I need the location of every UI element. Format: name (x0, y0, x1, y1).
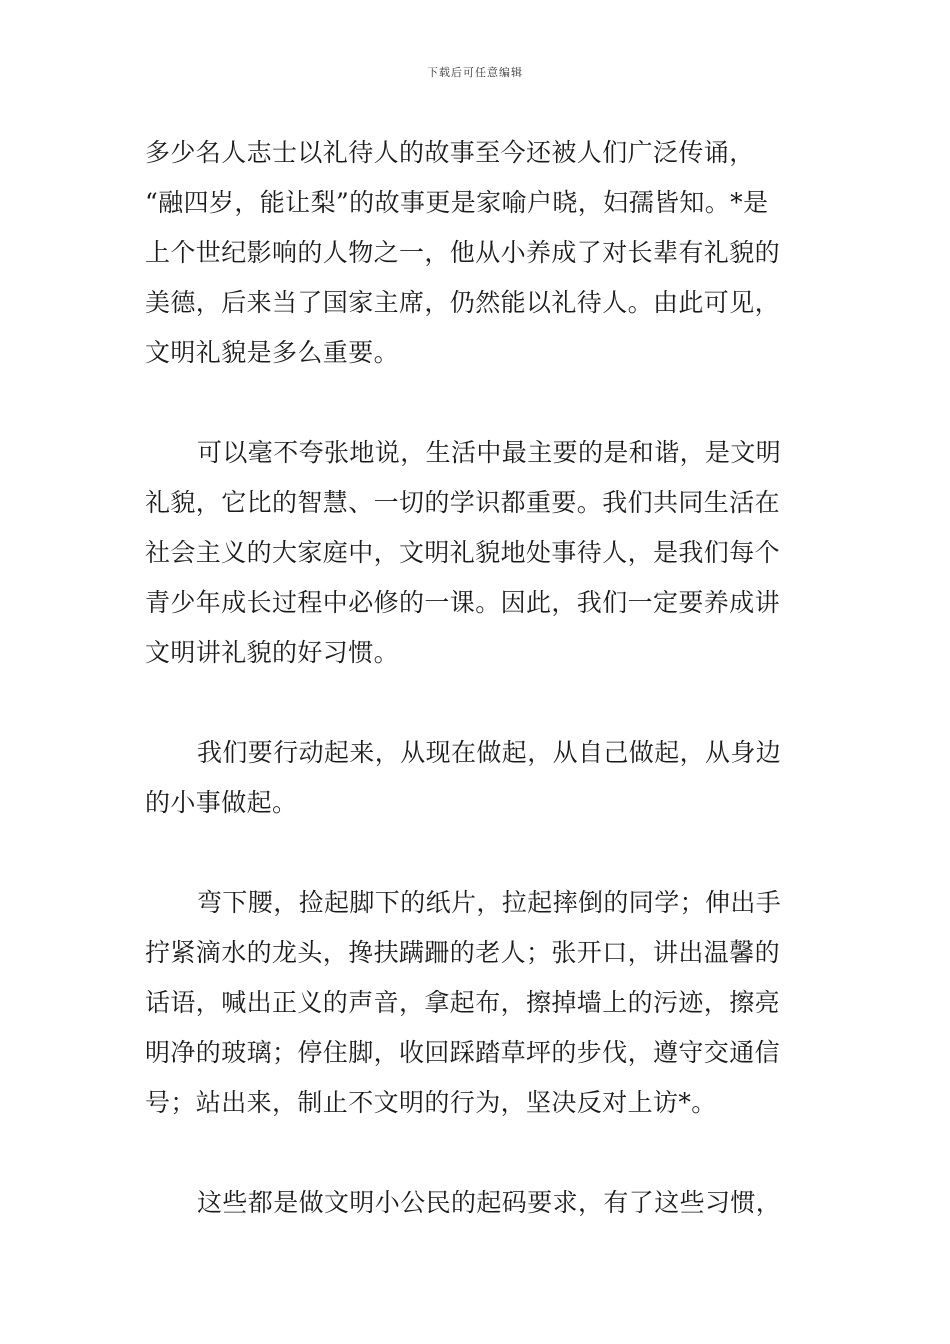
text-line: 美德，后来当了国家主席，仍然能以礼待人。由此可见， (145, 288, 781, 317)
paragraph-1 (145, 128, 817, 378)
text-line: 这些都是做文明小公民的起码要求，有了这些习惯， (197, 1188, 782, 1217)
document-body (145, 128, 817, 1228)
paragraph-gap (145, 378, 817, 428)
text-line: 号；站出来，制止不文明的行为，坚决反对上访*。 (145, 1088, 717, 1117)
text-line: 上个世纪影响的人物之一，他从小养成了对长辈有礼貌的 (145, 238, 781, 267)
text-line: 文明讲礼貌的好习惯。 (145, 638, 400, 667)
text-line: 多少名人志士以礼待人的故事至今还被人们广泛传诵， (145, 138, 755, 167)
text-line: 拧紧滴水的龙头，搀扶蹒跚的老人；张开口，讲出温馨的 (145, 938, 781, 967)
paragraph-4 (145, 878, 817, 1128)
text-line: 可以毫不夸张地说，生活中最主要的是和谐，是文明 (197, 438, 782, 467)
paragraph-gap (145, 1128, 817, 1178)
text-line: 社会主义的大家庭中，文明礼貌地处事待人，是我们每个 (145, 538, 781, 567)
paragraph-gap (145, 678, 817, 728)
paragraph-2 (145, 428, 817, 678)
text-line: 文明礼貌是多么重要。 (145, 338, 400, 367)
paragraph-5 (145, 1178, 817, 1228)
page-header: 下载后可任意编辑 (427, 66, 523, 79)
paragraph-3 (145, 728, 817, 828)
text-line: 青少年成长过程中必修的一课。因此，我们一定要养成讲 (145, 588, 781, 617)
paragraph-gap (145, 828, 817, 878)
text-line: “融四岁，能让梨”的故事更是家喻户晓，妇孺皆知。*是 (145, 188, 769, 217)
text-line: 明净的玻璃；停住脚，收回踩踏草坪的步伐，遵守交通信 (145, 1038, 781, 1067)
text-line: 话语，喊出正义的声音，拿起布，擦掉墙上的污迹，擦亮 (145, 988, 781, 1017)
text-line: 我们要行动起来，从现在做起，从自己做起，从身边 (197, 738, 782, 767)
text-line: 礼貌，它比的智慧、一切的学识都重要。我们共同生活在 (145, 488, 781, 517)
text-line: 的小事做起。 (145, 788, 298, 817)
text-line: 弯下腰，捡起脚下的纸片，拉起摔倒的同学；伸出手 (197, 888, 782, 917)
